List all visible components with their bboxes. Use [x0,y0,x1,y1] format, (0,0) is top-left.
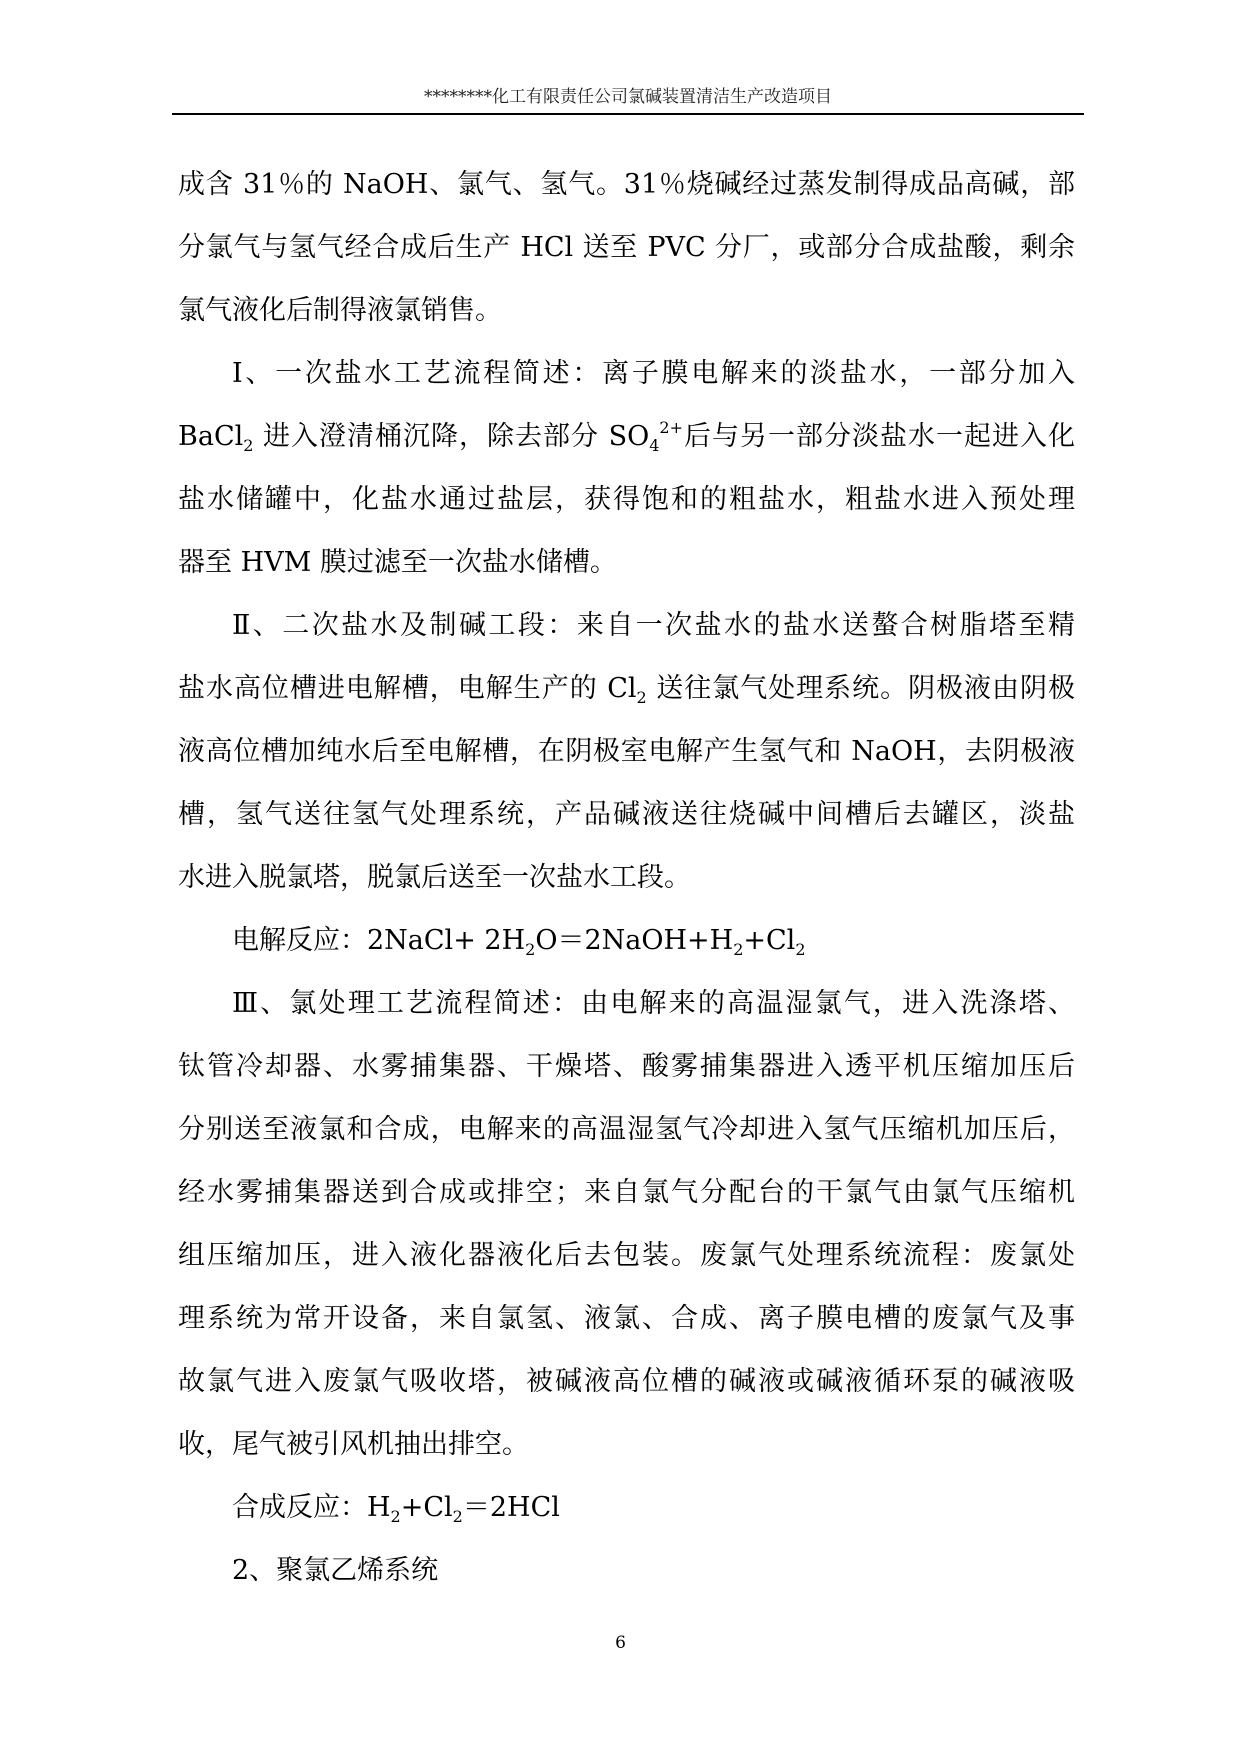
text-line: 水进入脱氯塔，脱氯后送至一次盐水工段。 [178,862,691,893]
subscript: 2 [636,688,647,707]
text-line: 氯气液化后制得液氯销售。 [178,295,502,326]
text-line: 分别送至液氯和合成，电解来的高温湿氢气冷却进入氢气压缩机加压后， [178,1114,1075,1145]
text-line: 2、聚氯乙烯系统 [232,1555,439,1586]
subscript: 2 [452,1507,463,1526]
subscript: 2 [390,1507,401,1526]
subscript: 2 [733,940,744,959]
text-run: 盐水高位槽进电解槽，电解生产的 Cl [178,673,637,704]
text-line: 组压缩加压，进入液化器液化后去包装。废氯气处理系统流程：废氯处 [178,1240,1075,1271]
text-run: ＝2HCl [462,1492,560,1523]
text-line: 器至 HVM 膜过滤至一次盐水储槽。 [178,547,617,578]
text-line: Ⅲ、氯处理工艺流程简述：由电解来的高温湿氯气，进入洗涤塔、 [232,988,1075,1019]
text-line [178,1481,1075,1544]
text-line: 成含 31％的 NaOH、氯气、氢气。31％烧碱经过蒸发制得成品高碱，部 [178,169,1075,200]
text-line [178,410,1075,473]
text-run: 电解反应：2NaCl+ 2H [232,925,526,956]
text-line: 槽，氢气送往氢气处理系统，产品碱液送往烧碱中间槽后去罐区，淡盐 [178,799,1075,830]
header-rule [172,113,1084,115]
running-header: ********化工有限责任公司氯碱装置清洁生产改造项目 [424,87,832,107]
subscript: 4 [649,436,660,455]
text-line: Ⅰ、一次盐水工艺流程简述：离子膜电解来的淡盐水，一部分加入 [232,358,1075,389]
subscript: 2 [243,436,254,455]
text-line: 分氯气与氢气经合成后生产 HCl 送至 PVC 分厂，或部分合成盐酸，剩余 [178,232,1075,263]
text-line [178,914,1075,977]
subscript: 2 [795,940,806,959]
text-run: 后与另一部分淡盐水一起进入化 [683,421,1075,452]
text-run: 送往氯气处理系统。阴极液由阴极 [646,673,1075,704]
page-number: 6 [615,1633,626,1653]
text-run: +Cl [400,1492,453,1523]
text-run: 合成反应：H [232,1492,391,1523]
text-line: 液高位槽加纯水后至电解槽，在阴极室电解产生氢气和 NaOH，去阴极液 [178,736,1075,767]
text-run: 进入澄清桶沉降，除去部分 SO [253,421,650,452]
body-text [178,158,1075,1607]
text-line: 理系统为常开设备，来自氯氢、液氯、合成、离子膜电槽的废氯气及事 [178,1303,1075,1334]
text-line: 钛管冷却器、水雾捕集器、干燥塔、酸雾捕集器进入透平机压缩加压后 [178,1051,1075,1082]
text-line: Ⅱ、二次盐水及制碱工段：来自一次盐水的盐水送螯合树脂塔至精 [232,610,1075,641]
text-line: 故氯气进入废氯气吸收塔，被碱液高位槽的碱液或碱液循环泵的碱液吸 [178,1366,1075,1397]
text-run: O＝2NaOH+H [535,925,734,956]
text-run: BaCl [178,421,244,452]
text-run: +Cl [743,925,796,956]
subscript: 2 [525,940,536,959]
text-line [178,662,1075,725]
text-line: 收，尾气被引风机抽出排空。 [178,1429,529,1460]
text-line: 盐水储罐中，化盐水通过盐层，获得饱和的粗盐水，粗盐水进入预处理 [178,484,1075,515]
superscript: 2+ [659,418,683,437]
text-line: 经水雾捕集器送到合成或排空；来自氯气分配台的干氯气由氯气压缩机 [178,1177,1075,1208]
